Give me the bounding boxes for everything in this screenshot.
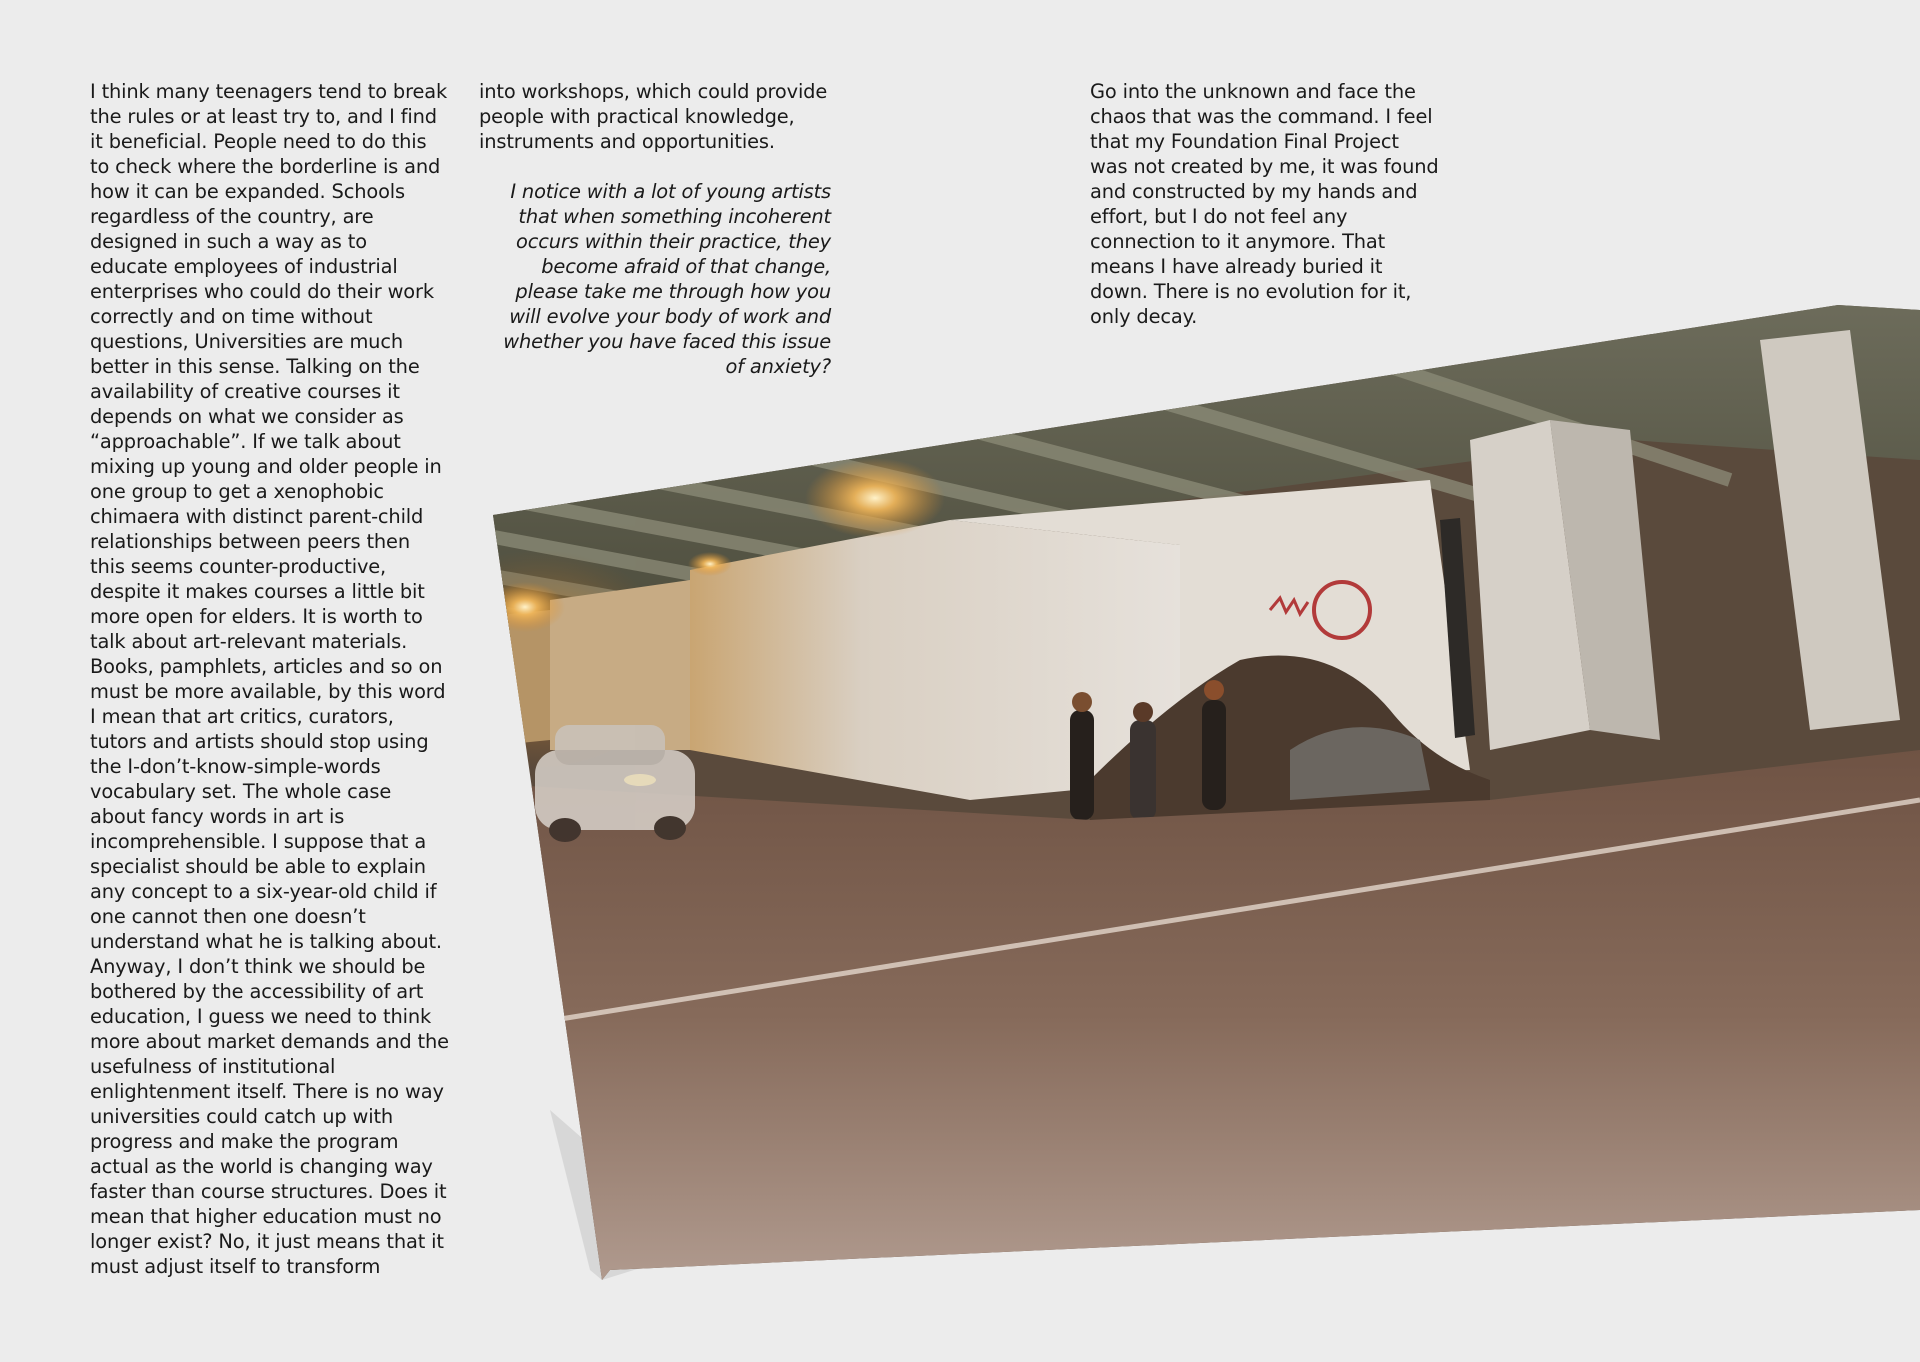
photo-illustration [430,280,1920,1280]
body-paragraph: into workshops, which could provide people with practical knowledge, instruments and opportunities. [479,80,828,153]
text-column-left [90,79,450,1279]
interview-question: I notice with a lot of young artists that when something incoherent occurs within their practice, they become afraid of that change, please take me through how you will evolve your body of work and whether you have faced this issue of anxiety? [503,180,831,378]
body-paragraph: Go into the unknown and face the chaos that was the command. I feel that my Foundation Final Project was not created by me, it was found and constructed by my hands and effort, but I do not feel any connection to it anymore. That means I have already buried it down. There is no evolution for it, only decay. [1090,80,1439,328]
underpass-photo [430,280,1920,1280]
body-paragraph: I think many teenagers tend to break the rules or at least try to, and I find it beneficial. People need to do this to check where the borderline is and how it can be expanded. Schools regardless of the country, are designed in such a way as to educate employees of industrial enterprises who could do their work correctly and on time without questions, Universities are much better in this sense. Talking on the availability of creative courses it depends on what we consider as “approachable”. If we talk about mixing up young and older people in one group to get a xenophobic chimaera with distinct parent-child relationships between peers then this seems counter-productive, despite it makes courses a little bit more open for elders. It is worth to talk about art-relevant materials. Books, pamphlets, articles and so on must be more available, by this word I mean that art critics, curators, tutors and artists should stop using the I-don’t-know-simple-words vocabulary set. The whole case about fancy words in art is incomprehensible. I suppose that a specialist should be able to explain any concept to a six-year-old child if one cannot then one doesn’t understand what he is talking about. Anyway, I don’t think we should be bothered by the accessibility of art education, I guess we need to think more about market demands and the usefulness of institutional enlightenment itself. There is no way universities could catch up with progress and make the program actual as the world is changing way faster than course structures. Does it mean that higher education must no longer exist? No, it just means that it must adjust itself to transform [90,80,449,1278]
